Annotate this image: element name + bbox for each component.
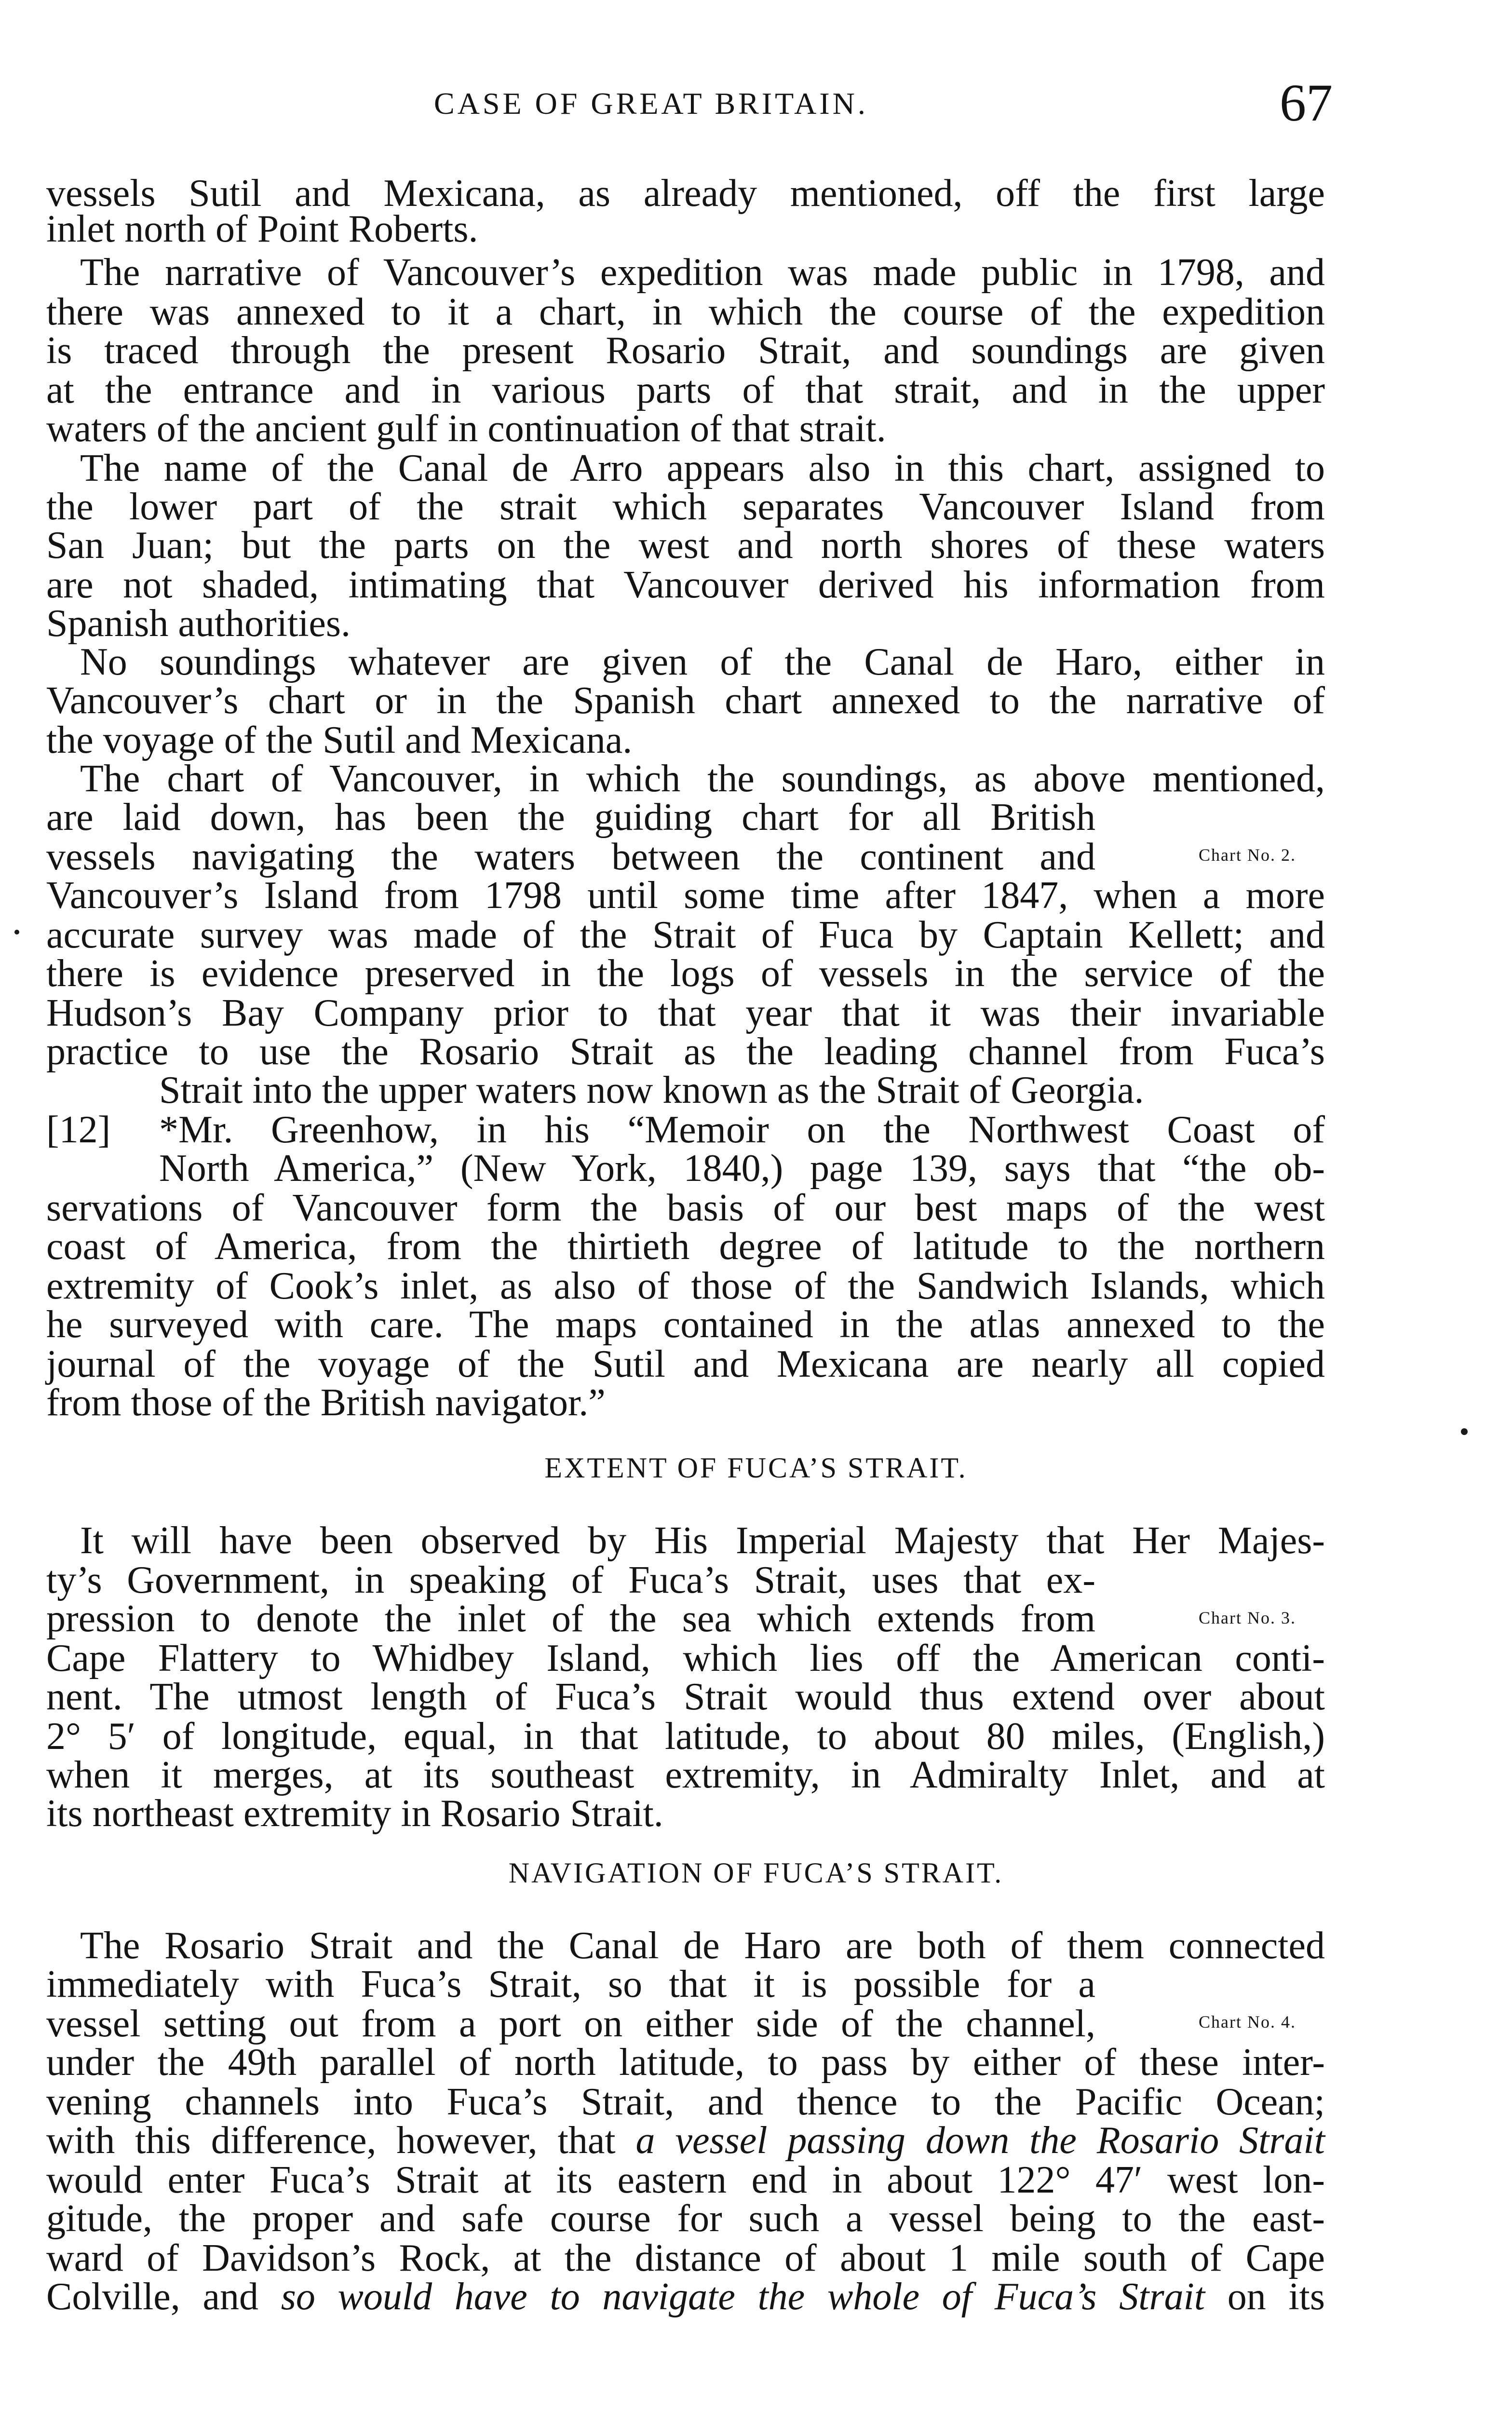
text-line: It will have been observed by His Imperial Majesty that Her Majes- — [80, 1519, 1325, 1562]
text-line: are not shaded, intimating that Vancouver derived his information from — [46, 564, 1325, 606]
ink-speck — [1461, 1428, 1468, 1435]
text-line: practice to use the Rosario Strait as the leading channel from Fuca’s — [46, 1030, 1325, 1073]
margin-note-chart-3: Chart No. 3. — [1199, 1608, 1296, 1627]
text-line: pression to denote the inlet of the sea which extends from — [46, 1598, 1095, 1640]
text-line: immediately with Fuca’s Strait, so that it is possible for a — [46, 1963, 1095, 2005]
section-heading-navigation: NAVIGATION OF FUCA’S STRAIT. — [508, 1857, 1004, 1889]
margin-note-chart-4: Chart No. 4. — [1199, 2012, 1296, 2032]
footnote-line: from those of the British navigator.” — [46, 1382, 606, 1424]
footnote-line: *Mr. Greenhow, in his “Memoir on the Northwest Coast of — [159, 1109, 1325, 1151]
text-line: is traced through the present Rosario Strait, and soundings are given — [46, 329, 1325, 372]
footnote-line: he surveyed with care. The maps contained in the atlas annexed to the — [46, 1303, 1325, 1346]
text-line-with-italic — [46, 2119, 1325, 2162]
text-line: 2° 5′ of longitude, equal, in that latitude, to about 80 miles, (English,) — [46, 1715, 1325, 1758]
text-line: its northeast extremity in Rosario Strait. — [46, 1792, 663, 1835]
text-run: Colville, and — [46, 2276, 258, 2318]
page-number: 67 — [1280, 73, 1333, 132]
italic-run: a vessel passing down the Rosario Strait — [635, 2119, 1325, 2162]
running-head: CASE OF GREAT BRITAIN. — [434, 86, 868, 121]
text-line: are laid down, has been the guiding chart for all British — [46, 796, 1095, 839]
text-run: on its — [1227, 2276, 1325, 2318]
text-line: The Rosario Strait and the Canal de Haro are both of them connected — [80, 1924, 1325, 1967]
text-line: gitude, the proper and safe course for such a vessel being to the east- — [46, 2197, 1325, 2240]
text-line: when it merges, at its southeast extremity, in Admiralty Inlet, and at — [46, 1754, 1325, 1796]
text-line: The name of the Canal de Arro appears also in this chart, assigned to — [80, 447, 1325, 489]
text-line: San Juan; but the parts on the west and north shores of these waters — [46, 524, 1325, 567]
text-line: Vancouver’s Island from 1798 until some time after 1847, when a more — [46, 874, 1325, 917]
text-line: Hudson’s Bay Company prior to that year that it was their invariable — [46, 992, 1325, 1034]
text-line: Cape Flattery to Whidbey Island, which lies off the American conti- — [46, 1637, 1325, 1680]
text-line: vessels navigating the waters between the continent and — [46, 836, 1095, 878]
text-line: under the 49th parallel of north latitude, to pass by either of these inter- — [46, 2041, 1325, 2084]
text-line: Vancouver’s chart or in the Spanish chart annexed to the narrative of — [46, 679, 1325, 722]
text-line: at the entrance and in various parts of that strait, and in the upper — [46, 369, 1325, 411]
text-line: vening channels into Fuca’s Strait, and thence to the Pacific Ocean; — [46, 2081, 1325, 2123]
footnote-marker: [12] — [46, 1109, 111, 1151]
text-line: inlet north of Point Roberts. — [46, 208, 478, 250]
text-line: accurate survey was made of the Strait of Fuca by Captain Kellett; and — [46, 914, 1325, 956]
text-line-with-italic — [46, 2275, 1325, 2318]
text-line: vessel setting out from a port on either side of the channel, — [46, 2003, 1095, 2045]
text-line: The narrative of Vancouver’s expedition was made public in 1798, and — [80, 251, 1325, 294]
text-line: vessels Sutil and Mexicana, as already mentioned, off the first large — [46, 172, 1325, 215]
footnote-line: coast of America, from the thirtieth degree of latitude to the northern — [46, 1225, 1325, 1268]
margin-note-chart-2: Chart No. 2. — [1199, 845, 1296, 865]
footnote-line: journal of the voyage of the Sutil and Mexicana are nearly all copied — [46, 1343, 1325, 1385]
section-heading-extent: EXTENT OF FUCA’S STRAIT. — [544, 1452, 968, 1484]
text-line: The chart of Vancouver, in which the soundings, as above mentioned, — [80, 758, 1325, 800]
ink-speck — [14, 930, 19, 935]
text-line: the voyage of the Sutil and Mexicana. — [46, 719, 633, 761]
text-line: waters of the ancient gulf in continuation of that strait. — [46, 407, 886, 450]
text-line: ward of Davidson’s Rock, at the distance of about 1 mile south of Cape — [46, 2237, 1325, 2279]
footnote-line: servations of Vancouver form the basis of our best maps of the west — [46, 1187, 1325, 1229]
text-line: Strait into the upper waters now known as the Strait of Georgia. — [159, 1069, 1144, 1111]
footnote-line: extremity of Cook’s inlet, as also of those of the Sandwich Islands, which — [46, 1265, 1325, 1307]
text-line: nent. The utmost length of Fuca’s Strait would thus extend over about — [46, 1676, 1325, 1718]
text-line: there is evidence preserved in the logs of vessels in the service of the — [46, 952, 1325, 995]
text-line: Spanish authorities. — [46, 602, 351, 645]
text-line: there was annexed to it a chart, in which the course of the expedition — [46, 291, 1325, 333]
text-run: with this difference, however, that — [46, 2119, 616, 2162]
text-line: No soundings whatever are given of the Canal de Haro, either in — [80, 641, 1325, 683]
footnote-line: North America,” (New York, 1840,) page 139, says that “the ob- — [159, 1147, 1325, 1190]
text-line: ty’s Government, in speaking of Fuca’s Strait, uses that ex- — [46, 1559, 1095, 1601]
italic-run: so would have to navigate the whole of Fuca’s Strait — [281, 2276, 1205, 2318]
text-line: would enter Fuca’s Strait at its eastern end in about 122° 47′ west lon- — [46, 2159, 1325, 2201]
text-line: the lower part of the strait which separates Vancouver Island from — [46, 486, 1325, 528]
